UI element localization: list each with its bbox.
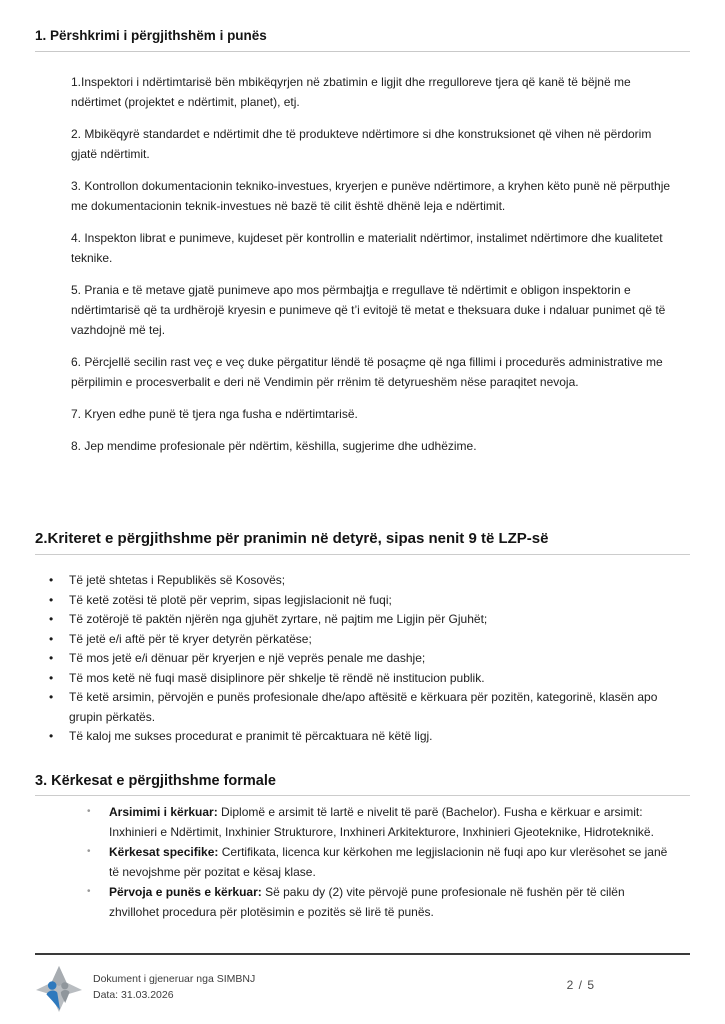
- section-3-title: 3. Kërkesat e përgjithshme formale: [35, 773, 690, 796]
- paragraph: 6. Përcjellë secilin rast veç e veç duke përgatitur lëndë të posaçme që nga fillimi i procedurës administrative me përpilimin e procesverbalit e deri në Vendimin për rrënim të detyrueshëm nëse paraqitet nevoja.: [71, 355, 663, 389]
- page-number: 2 / 5: [566, 978, 595, 992]
- paragraph: 8. Jep mendime profesionale për ndërtim, këshilla, sugjerime dhe udhëzime.: [71, 439, 477, 453]
- item-label: Arsimimi i kërkuar:: [109, 804, 218, 819]
- simbnj-logo-icon: [35, 965, 83, 1013]
- list-item: • Të mos jetë e/i dënuar për kryerjen e një veprës penale me dashje;: [47, 649, 690, 669]
- item-text: Së paku dy (2) vite përvojë pune profesionale në fushën për të cilën zhvillohet procedura për plotësimin e pozitës së lirë të punës.: [109, 884, 625, 919]
- criteria-list: [47, 571, 690, 747]
- list-item: • Të jetë e/i aftë për të kryer detyrën përkatëse;: [47, 630, 690, 650]
- list-item: [85, 842, 675, 882]
- section-admission-criteria: [35, 530, 690, 747]
- paragraph: 7. Kryen edhe punë të tjera nga fusha e ndërtimtarisë.: [71, 407, 358, 421]
- list-item: • Të ketë arsimin, përvojën e punës profesionale dhe/apo aftësitë e kërkuara për pozitën, kategorinë, klasën apo grupin përkatës.: [47, 688, 690, 727]
- footer-generated-by: Dokument i gjeneruar nga SIMBNJ: [93, 973, 256, 985]
- section-1-title: 1. Përshkrimi i përgjithshëm i punës: [35, 28, 690, 52]
- paragraph: 4. Inspekton librat e punimeve, kujdeset për kontrollin e materialit ndërtimor, instalimet ndërtimore dhe kualitetet teknike.: [71, 231, 663, 265]
- paragraph: 2. Mbikëqyrë standardet e ndërtimit dhe të produkteve ndërtimore si dhe konstruksionet që vihen në përdorim gjatë ndërtimit.: [71, 127, 652, 161]
- list-item: • Të ketë zotësi të plotë për veprim, sipas legjislacionit në fuqi;: [47, 591, 690, 611]
- paragraph: 5. Prania e të metave gjatë punimeve apo mos përmbajtja e rregullave të ndërtimit e obligon inspektorin e ndërtimtarisë që ta urdhërojë kryesin e punimeve që t’i evitojë të metat e theksuara duke i ndaluar punimet që të vazhdojnë më tej.: [71, 283, 666, 337]
- footer-text-block: [93, 964, 255, 1003]
- formal-requirements-list: [85, 802, 675, 922]
- list-item: • Të jetë shtetas i Republikës së Kosovës;: [47, 571, 690, 591]
- section-1-paragraphs: [71, 72, 680, 456]
- item-label: Kërkesat specifike:: [109, 844, 219, 859]
- paragraph: 3. Kontrollon dokumentacionin tekniko-investues, kryerjen e punëve ndërtimore, a kryhen këto punë në përputhje me dokumentacionin teknik-investues në bazë të cilit është dhënë leja e ndërtimit.: [71, 179, 671, 213]
- section-2-title: 2.Kriteret e përgjithshme për pranimin në detyrë, sipas nenit 9 të LZP-së: [35, 530, 690, 555]
- item-label: Përvoja e punës e kërkuar:: [109, 884, 262, 899]
- page-footer: [35, 953, 690, 1013]
- section-job-description: [35, 28, 690, 456]
- item-text: Certifikata, licenca kur kërkohen me legjislacionin në fuqi apo kur vlerësohet se janë të nevojshme për pozitat e kësaj klase.: [109, 844, 668, 879]
- list-item: • Të mos ketë në fuqi masë disiplinore për shkelje të rëndë në institucion publik.: [47, 669, 690, 689]
- list-item: • Të kaloj me sukses procedurat e pranimit të përcaktuara në këtë ligj.: [47, 727, 690, 747]
- list-item: [85, 882, 675, 922]
- list-item: [85, 802, 675, 842]
- footer-date: Data: 31.03.2026: [93, 989, 174, 1001]
- item-text: Diplomë e arsimit të lartë e nivelit të parë (Bachelor). Fusha e kërkuar e arsimit: Inxhinieri e Ndërtimit, Inxhinier Strukturore, Inxhineri Arkitekturore, Inxhinieri Gjeoteknike, Hidroteknikë.: [109, 804, 654, 839]
- list-item: • Të zotërojë të paktën njërën nga gjuhët zyrtare, në pajtim me Ligjin për Gjuhët;: [47, 610, 690, 630]
- section-formal-requirements: [35, 773, 690, 922]
- paragraph: 1.Inspektori i ndërtimtarisë bën mbikëqyrjen në zbatimin e ligjit dhe rregulloreve tjera që kanë të bëjnë me ndërtimet (projektet e ndërtimit, planet), etj.: [71, 75, 631, 109]
